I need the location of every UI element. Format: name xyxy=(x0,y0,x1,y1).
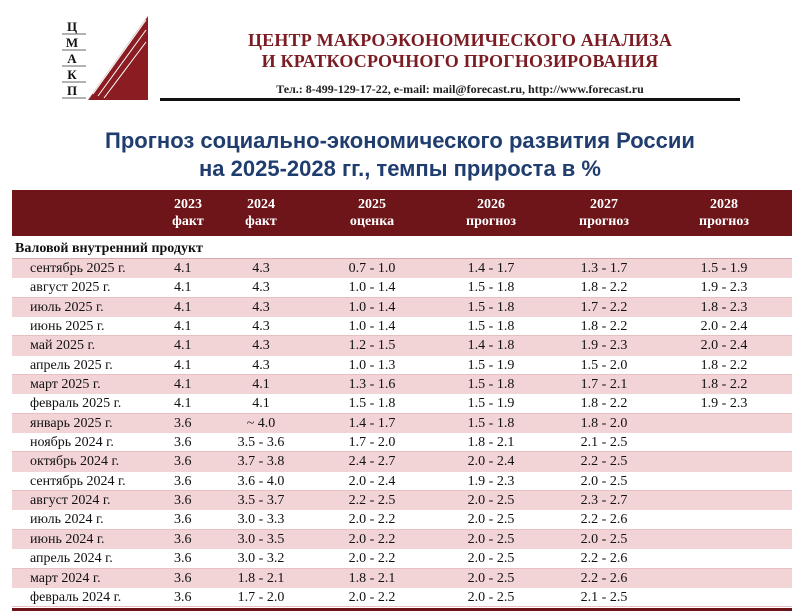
cell-2027: 1.3 - 1.7 xyxy=(580,261,628,276)
column-header-1 xyxy=(216,196,306,230)
contacts-line: Тел.: 8-499-129-17-22, e-mail: mail@forecast.ru, http://www.forecast.ru xyxy=(276,82,644,96)
table-row xyxy=(12,375,792,394)
table-row xyxy=(12,336,792,355)
cell-2027: 2.1 - 2.5 xyxy=(580,435,628,451)
cell-2027: 2.1 - 2.5 xyxy=(580,589,628,605)
table-row xyxy=(12,278,792,297)
cell-2024: 3.5 - 3.7 xyxy=(237,493,285,509)
cell-2025: 2.0 - 2.2 xyxy=(348,512,396,528)
row-label: июль 2024 г. xyxy=(30,512,104,528)
forecast-table xyxy=(12,190,792,611)
table-row xyxy=(12,530,792,549)
row-label: август 2025 г. xyxy=(30,280,111,296)
table-row xyxy=(12,472,792,491)
cell-2024: 4.3 xyxy=(252,299,270,315)
cell-2027: 1.5 - 2.0 xyxy=(580,357,628,373)
cell-2027: 1.8 - 2.2 xyxy=(580,396,628,412)
cell-2027: 2.2 - 2.6 xyxy=(580,570,628,586)
cell-2025: 1.3 - 1.6 xyxy=(348,377,396,393)
table-row xyxy=(12,433,792,452)
row-label: август 2024 г. xyxy=(30,493,111,509)
cell-2025: 1.0 - 1.4 xyxy=(348,319,396,335)
cell-2023: 3.6 xyxy=(174,570,192,586)
column-kind: прогноз xyxy=(466,214,516,229)
row-label: сентябрь 2025 г. xyxy=(30,261,126,276)
cell-2024: 4.3 xyxy=(252,261,270,276)
table-row xyxy=(12,414,792,433)
cell-2024: 1.7 - 2.0 xyxy=(237,589,285,605)
cell-2028: 1.9 - 2.3 xyxy=(700,396,748,412)
table-row xyxy=(12,259,792,278)
cell-2023: 3.6 xyxy=(174,589,192,605)
cell-2025: 0.7 - 1.0 xyxy=(348,261,396,276)
cell-2023: 4.1 xyxy=(174,299,192,315)
cell-2026: 2.0 - 2.4 xyxy=(467,454,515,470)
org-line-2: И КРАТКОСРОЧНОГО ПРОГНОЗИРОВАНИЯ xyxy=(261,51,659,71)
cell-2023: 3.6 xyxy=(174,415,192,431)
cell-2027: 1.9 - 2.3 xyxy=(580,338,628,354)
column-header-3 xyxy=(436,196,546,230)
logo-letter: М xyxy=(65,35,79,50)
table-row xyxy=(12,491,792,510)
cell-2023: 4.1 xyxy=(174,280,192,296)
column-year: 2026 xyxy=(477,197,505,212)
column-year: 2023 xyxy=(174,197,202,212)
cell-2028: 1.8 - 2.3 xyxy=(700,299,748,315)
cell-2024: 4.3 xyxy=(252,280,270,296)
logo-letter: А xyxy=(67,51,77,66)
cell-2027: 1.8 - 2.0 xyxy=(580,415,628,431)
cell-2025: 2.0 - 2.2 xyxy=(348,551,396,567)
page-title xyxy=(0,127,800,183)
cell-2028: 1.8 - 2.2 xyxy=(700,357,748,373)
row-label: апрель 2025 г. xyxy=(30,357,113,373)
cell-2028: 1.5 - 1.9 xyxy=(700,261,748,276)
cell-2026: 1.9 - 2.3 xyxy=(467,473,515,489)
cell-2024: 3.0 - 3.2 xyxy=(237,551,285,567)
cell-2026: 1.4 - 1.7 xyxy=(467,261,515,276)
cell-2028: 2.0 - 2.4 xyxy=(700,338,748,354)
cell-2025: 1.7 - 2.0 xyxy=(348,435,396,451)
table-row xyxy=(12,356,792,375)
table-row xyxy=(12,452,792,471)
cell-2025: 2.0 - 2.2 xyxy=(348,531,396,547)
cell-2024: 4.1 xyxy=(252,377,270,393)
cell-2026: 1.5 - 1.8 xyxy=(467,299,515,315)
table-bottom-line xyxy=(12,608,792,611)
cell-2023: 3.6 xyxy=(174,454,192,470)
logo-letter: К xyxy=(67,67,77,82)
column-year: 2027 xyxy=(590,197,618,212)
cell-2028: 1.8 - 2.2 xyxy=(700,377,748,393)
column-header-4 xyxy=(549,196,659,230)
row-label: май 2025 г. xyxy=(30,338,96,354)
cell-2023: 3.6 xyxy=(174,512,192,528)
row-label: февраль 2024 г. xyxy=(30,589,122,605)
cell-2026: 1.5 - 1.9 xyxy=(467,396,515,412)
logo-letter: Ц xyxy=(66,19,78,34)
row-label: июнь 2025 г. xyxy=(30,319,105,335)
cell-2026: 1.5 - 1.8 xyxy=(467,415,515,431)
row-label: июнь 2024 г. xyxy=(30,531,105,547)
column-kind: факт xyxy=(172,214,204,229)
cell-2027: 2.3 - 2.7 xyxy=(580,493,628,509)
cell-2026: 2.0 - 2.5 xyxy=(467,589,515,605)
cell-2027: 2.0 - 2.5 xyxy=(580,531,628,547)
title-line-1: Прогноз социально-экономического развития России xyxy=(105,128,695,153)
table-body xyxy=(12,259,792,607)
cell-2026: 1.8 - 2.1 xyxy=(467,435,515,451)
cell-2026: 1.5 - 1.8 xyxy=(467,280,515,296)
cell-2023: 4.1 xyxy=(174,357,192,373)
table-header xyxy=(12,190,792,236)
column-kind: прогноз xyxy=(699,214,749,229)
cell-2025: 2.4 - 2.7 xyxy=(348,454,396,470)
cell-2024: 3.6 - 4.0 xyxy=(237,473,285,489)
cell-2023: 4.1 xyxy=(174,338,192,354)
cell-2028: 2.0 - 2.4 xyxy=(700,319,748,335)
cell-2026: 2.0 - 2.5 xyxy=(467,512,515,528)
table-row xyxy=(12,394,792,413)
cell-2023: 3.6 xyxy=(174,551,192,567)
cell-2026: 2.0 - 2.5 xyxy=(467,551,515,567)
cell-2024: 3.0 - 3.3 xyxy=(237,512,285,528)
cell-2025: 1.4 - 1.7 xyxy=(348,415,396,431)
row-label: сентябрь 2024 г. xyxy=(30,473,126,489)
org-line-1: ЦЕНТР МАКРОЭКОНОМИЧЕСКОГО АНАЛИЗА xyxy=(247,30,673,50)
cell-2024: 4.3 xyxy=(252,357,270,373)
table-row xyxy=(12,569,792,588)
table-row xyxy=(12,588,792,607)
cell-2024: ~ 4.0 xyxy=(246,415,276,431)
section-gdp: Валовой внутренний продукт xyxy=(12,239,792,259)
cell-2024: 3.5 - 3.6 xyxy=(237,435,285,451)
cell-2023: 4.1 xyxy=(174,396,192,412)
cell-2026: 1.5 - 1.8 xyxy=(467,377,515,393)
cell-2025: 1.2 - 1.5 xyxy=(348,338,396,354)
row-label: март 2024 г. xyxy=(30,570,101,586)
cell-2023: 4.1 xyxy=(174,261,192,276)
cell-2025: 2.0 - 2.2 xyxy=(348,589,396,605)
cell-2026: 1.5 - 1.8 xyxy=(467,319,515,335)
cell-2027: 2.2 - 2.6 xyxy=(580,512,628,528)
table-row xyxy=(12,317,792,336)
cell-2024: 4.1 xyxy=(252,396,270,412)
column-header-2 xyxy=(317,196,427,230)
column-kind: прогноз xyxy=(579,214,629,229)
cell-2023: 3.6 xyxy=(174,531,192,547)
cell-2028: 1.9 - 2.3 xyxy=(700,280,748,296)
cell-2025: 1.5 - 1.8 xyxy=(348,396,396,412)
column-header-5 xyxy=(669,196,779,230)
cell-2027: 1.7 - 2.1 xyxy=(580,377,628,393)
cell-2026: 2.0 - 2.5 xyxy=(467,493,515,509)
cell-2025: 2.0 - 2.4 xyxy=(348,473,396,489)
cell-2024: 4.3 xyxy=(252,338,270,354)
column-year: 2025 xyxy=(358,197,386,212)
cell-2027: 1.8 - 2.2 xyxy=(580,319,628,335)
cell-2026: 2.0 - 2.5 xyxy=(467,531,515,547)
cell-2027: 2.2 - 2.6 xyxy=(580,551,628,567)
cmakp-logo xyxy=(60,16,152,100)
cell-2025: 1.8 - 2.1 xyxy=(348,570,396,586)
row-label: март 2025 г. xyxy=(30,377,101,393)
cell-2025: 2.2 - 2.5 xyxy=(348,493,396,509)
row-label: апрель 2024 г. xyxy=(30,551,113,567)
cell-2027: 1.8 - 2.2 xyxy=(580,280,628,296)
header-divider xyxy=(160,98,740,101)
cell-2023: 4.1 xyxy=(174,319,192,335)
cell-2027: 2.2 - 2.5 xyxy=(580,454,628,470)
cell-2027: 2.0 - 2.5 xyxy=(580,473,628,489)
row-label: октябрь 2024 г. xyxy=(30,454,120,470)
logo-letter: П xyxy=(66,83,78,98)
cell-2025: 1.0 - 1.4 xyxy=(348,280,396,296)
cell-2023: 3.6 xyxy=(174,493,192,509)
cell-2026: 2.0 - 2.5 xyxy=(467,570,515,586)
column-kind: оценка xyxy=(349,214,395,229)
table-row xyxy=(12,510,792,529)
cell-2026: 1.4 - 1.8 xyxy=(467,338,515,354)
column-year: 2028 xyxy=(710,197,738,212)
row-label: февраль 2025 г. xyxy=(30,396,122,412)
column-header-0 xyxy=(158,196,218,230)
organization-name xyxy=(160,30,760,72)
cell-2025: 1.0 - 1.3 xyxy=(348,357,396,373)
row-label: январь 2025 г. xyxy=(30,415,113,431)
row-label: июль 2025 г. xyxy=(30,299,104,315)
cell-2025: 1.0 - 1.4 xyxy=(348,299,396,315)
cell-2024: 3.0 - 3.5 xyxy=(237,531,285,547)
cell-2026: 1.5 - 1.9 xyxy=(467,357,515,373)
column-kind: факт xyxy=(245,214,277,229)
cell-2024: 1.8 - 2.1 xyxy=(237,570,285,586)
cell-2023: 3.6 xyxy=(174,473,192,489)
cell-2023: 3.6 xyxy=(174,435,192,451)
cell-2023: 4.1 xyxy=(174,377,192,393)
cell-2024: 4.3 xyxy=(252,319,270,335)
cell-2027: 1.7 - 2.2 xyxy=(580,299,628,315)
row-label: ноябрь 2024 г. xyxy=(30,435,114,451)
table-row xyxy=(12,549,792,568)
cell-2024: 3.7 - 3.8 xyxy=(237,454,285,470)
column-year: 2024 xyxy=(247,197,275,212)
title-line-2: на 2025-2028 гг., темпы прироста в % xyxy=(199,156,601,181)
table-row xyxy=(12,298,792,317)
